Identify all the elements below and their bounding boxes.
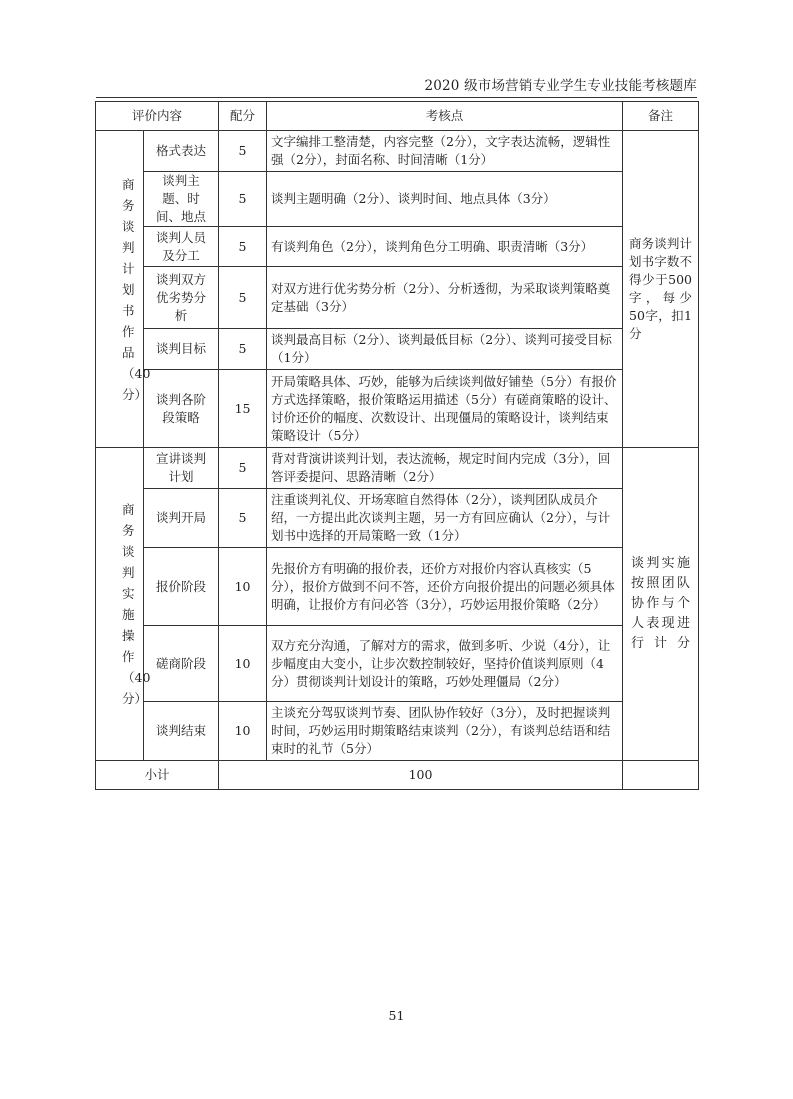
row-point: 开局策略具体、巧妙，能够为后续谈判做好铺垫（5分）有报价方式选择策略，报价策略运用描述（5分）有磋商策略的设计、讨价还价的幅度、次数设计、出现僵局的策略设计，谈判结束策略设计（5分） xyxy=(267,370,623,448)
page-header: 2020 级市场营销专业学生专业技能考核题库 xyxy=(424,78,697,94)
section-note: 商务谈判计划书字数不得少于500字，每少50字，扣1分 xyxy=(623,131,699,448)
table-row xyxy=(96,131,699,172)
row-score: 10 xyxy=(219,702,267,761)
section-title: 商务谈判实施操作（40分） xyxy=(96,448,144,761)
header-rule xyxy=(96,97,697,98)
row-item: 格式表达 xyxy=(144,131,219,172)
row-item: 谈判开局 xyxy=(144,489,219,548)
row-score: 5 xyxy=(219,172,267,227)
row-item: 谈判目标 xyxy=(144,329,219,370)
row-score: 5 xyxy=(219,489,267,548)
subtotal-value: 100 xyxy=(219,761,623,790)
row-point: 背对背演讲谈判计划，表达流畅，规定时间内完成（3分），回答评委提问、思路清晰（2分） xyxy=(267,448,623,489)
page-number: 51 xyxy=(388,1008,405,1023)
row-point: 文字编排工整清楚，内容完整（2分），文字表达流畅，逻辑性强（2分），封面名称、时间清晰（1分） xyxy=(267,131,623,172)
row-score: 5 xyxy=(219,131,267,172)
subtotal-label: 小计 xyxy=(96,761,219,790)
row-point: 先报价方有明确的报价表，还价方对报价内容认真核实（5分），报价方做到不问不答，还价方向报价提出的问题必须具体明确，让报价方有问必答（3分），巧妙运用报价策略（2分） xyxy=(267,548,623,626)
table-row xyxy=(96,329,699,370)
row-point: 谈判最高目标（2分）、谈判最低目标（2分）、谈判可接受目标（1分） xyxy=(267,329,623,370)
row-point: 主谈充分驾驭谈判节奏、团队协作较好（3分），及时把握谈判时间，巧妙运用时期策略结束谈判（2分），有谈判总结语和结束时的礼节（5分） xyxy=(267,702,623,761)
row-point: 注重谈判礼仪、开场寒暄自然得体（2分），谈判团队成员介绍，一方提出此次谈判主题，另一方有回应确认（2分），与计划书中选择的开局策略一致（1分） xyxy=(267,489,623,548)
row-item: 报价阶段 xyxy=(144,548,219,626)
row-item: 磋商阶段 xyxy=(144,626,219,702)
row-item: 宣讲谈判计划 xyxy=(144,448,219,489)
row-score: 10 xyxy=(219,548,267,626)
table-row xyxy=(96,448,699,489)
row-score: 5 xyxy=(219,329,267,370)
section-note: 谈判实施按照团队协作与个人表现进行计分 xyxy=(623,448,699,761)
row-item: 谈判人员及分工 xyxy=(144,227,219,267)
table-header-row xyxy=(96,102,699,131)
assessment-table xyxy=(95,101,699,790)
row-item: 谈判各阶段策略 xyxy=(144,370,219,448)
row-score: 10 xyxy=(219,626,267,702)
subtotal-note xyxy=(623,761,699,790)
table-row xyxy=(96,370,699,448)
table-row xyxy=(96,172,699,227)
table-row xyxy=(96,227,699,267)
row-item: 谈判结束 xyxy=(144,702,219,761)
table-row xyxy=(96,267,699,329)
row-score: 5 xyxy=(219,267,267,329)
row-score: 5 xyxy=(219,448,267,489)
table-row xyxy=(96,489,699,548)
row-point: 对双方进行优劣势分析（2分）、分析透彻，为采取谈判策略奠定基础（3分） xyxy=(267,267,623,329)
section-title: 商务谈判计划书作品（40分） xyxy=(96,131,144,448)
col-header-note: 备注 xyxy=(623,102,699,131)
table-row xyxy=(96,548,699,626)
table-footer-row xyxy=(96,761,699,790)
row-item: 谈判主题、时间、地点 xyxy=(144,172,219,227)
table-row xyxy=(96,626,699,702)
row-point: 双方充分沟通，了解对方的需求，做到多听、少说（4分），让步幅度由大变小，让步次数控制较好，坚持价值谈判原则（4分）贯彻谈判计划设计的策略，巧妙处理僵局（2分） xyxy=(267,626,623,702)
row-item: 谈判双方优劣势分析 xyxy=(144,267,219,329)
col-header-content: 评价内容 xyxy=(96,102,219,131)
row-score: 5 xyxy=(219,227,267,267)
table-row xyxy=(96,702,699,761)
col-header-score: 配分 xyxy=(219,102,267,131)
row-point: 有谈判角色（2分），谈判角色分工明确、职责清晰（3分） xyxy=(267,227,623,267)
row-score: 15 xyxy=(219,370,267,448)
col-header-point: 考核点 xyxy=(267,102,623,131)
row-point: 谈判主题明确（2分）、谈判时间、地点具体（3分） xyxy=(267,172,623,227)
